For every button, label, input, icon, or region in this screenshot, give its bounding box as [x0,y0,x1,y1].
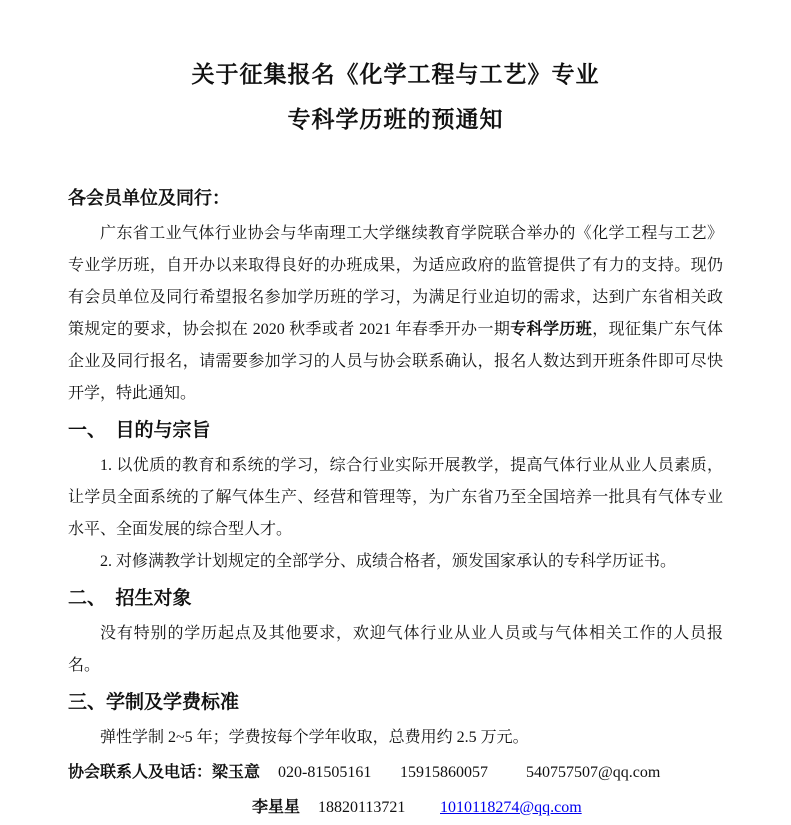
purpose-paragraph-2: 2. 对修满教学计划规定的全部学分、成绩合格者，颁发国家承认的专科学历证书。 [100,553,677,570]
contact-email-1: 540757507@qq.com [526,764,661,781]
section-heading-purpose: 一、 目的与宗旨 [68,420,211,441]
title-line-2: 专科学历班的预通知 [287,107,504,132]
contact-phone-1b: 15915860057 [400,764,489,781]
tuition-paragraph: 弹性学制 2~5 年；学费按每个学年收取，总费用约 2.5 万元。 [100,729,529,746]
contact-block [68,755,723,825]
text-run: 广东省工业气体行业协会与华南理工大学继续教育学院联合举办的《化学工程与工艺》专业学历班，自开办以来取得良好的办班成果，为适应政府的监管提供了有力的支持。现仍有会员单位及同行希望报名参加学历班的学习，为满足行业迫切的需求，达到广东省相关政策规定的要求，协会拟在 2020 秋季或者 2021 年春季开办一期 [68,225,723,338]
purpose-paragraph-1: 1. 以优质的教育和系统的学习，综合行业实际开展教学，提高气体行业从业人员素质，让学员全面系统的了解气体生产、经营和管理等，为广东省乃至全国培养一批具有气体专业水平、全面发展的综合型人才。 [68,457,723,538]
contact-name-1: 梁玉意 [212,764,261,781]
enrollment-target-paragraph: 没有特别的学历起点及其他要求，欢迎气体行业从业人员或与气体相关工作的人员报名。 [68,625,723,674]
contact-name-2: 李星星 [252,799,301,816]
contact-row-1 [68,755,723,790]
contact-label: 协会联系人及电话： [68,764,213,781]
document-title [68,52,723,142]
intro-paragraph [68,218,723,410]
salutation: 各会员单位及同行： [68,188,230,208]
contact-email-link[interactable]: 1010118274@qq.com [440,799,582,816]
text-run: 专科学历班 [510,321,593,338]
section-heading-enrollment-target: 二、 招生对象 [68,588,192,609]
contact-phone-1a: 020-81505161 [278,764,372,781]
text-run: ，现征集广东气体企业及同行报名，请需要参加学习的人员与协会联系确认，报名人数达到开班条件即可尽快开学，特此通知。 [68,321,723,402]
title-line-1: 关于征集报名《化学工程与工艺》专业 [191,62,600,87]
contact-phone-2a: 18820113721 [318,799,406,816]
section-heading-tuition: 三、学制及学费标准 [68,692,240,713]
contact-row-2 [252,790,723,825]
